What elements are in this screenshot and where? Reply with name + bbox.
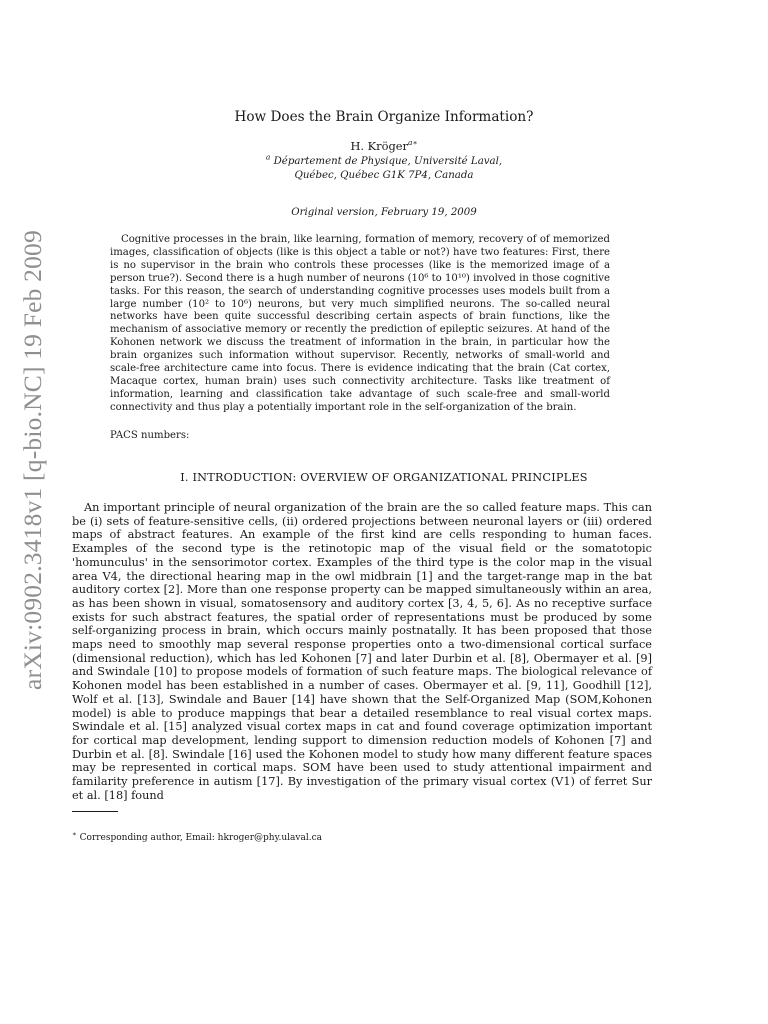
footnote-divider bbox=[72, 811, 118, 812]
arxiv-identifier[interactable]: arXiv:0902.3418v1 [q-bio.NC] 19 Feb 2009 bbox=[18, 230, 47, 690]
version-date: Original version, February 19, 2009 bbox=[291, 207, 477, 218]
arxiv-sidebar bbox=[16, 228, 50, 693]
footnote bbox=[72, 832, 322, 844]
pacs-numbers: PACS numbers: bbox=[110, 430, 190, 441]
affiliation-line-1: $^a$ Département de Physique, Université Laval, bbox=[265, 152, 503, 167]
author-line bbox=[0, 139, 768, 153]
affiliation bbox=[0, 152, 768, 183]
introduction-paragraph: An important principle of neural organization of the brain are the so called feature maps. This can be (i) sets of feature-sensitive cells, (ii) ordered projections between neuronal layers or (iii) ordered maps of abstract features. An example of the first kind are cells responding to human faces. Examples of the second type is the retinotopic map of the visual field or the somatotopic 'homunculus' in the sensorimotor cortex. Examples of the third type is the color map in the visual area V4, the directional hearing map in the owl midbrain [1] and the target-range map in the bat auditory cortex [2]. More than one response property can be mapped simultaneously within an area, as has been shown in visual, somatosensory and auditory cortex [3, 4, 5, 6]. As no receptive surface exists for such abstract features, the spatial order of representations must be produced by some self-organizing process in brain, which occurs mainly postnatally. It has been proposed that those maps need to smoothly map several response properties onto a two-dimensional cortical surface (dimensional reduction), which has led Kohonen [7] and later Durbin et al. [8], Obermayer et al. [9] and Swindale [10] to propose models of formation of such feature maps. The biological relevance of Kohonen model has been established in a number of cases. Obermayer et al. [9, 11], Goodhill [12], Wolf et al. [13], Swindale and Bauer [14] have shown that the Self-Organized Map (SOM,Kohonen model) is able to produce mappings that bear a detailed resemblance to real visual cortex maps. Swindale et al. [15] analyzed visual cortex maps in cat and found coverage optimization important for cortical map development, lending support to dimension reduction models of Kohonen [7] and Durbin et al. [8]. Swindale [16] used the Kohonen model to study how many different feature spaces may be represented in cortical maps. SOM have been used to study attentional impairment and familarity preference in autism [17]. By investigation of the primary visual cortex (V1) of ferret Sur et al. [18] found bbox=[72, 501, 652, 802]
footnote-text: Corresponding author, Email: hkroger@phy.ulaval.ca bbox=[79, 833, 322, 843]
abstract: Cognitive processes in the brain, like learning, formation of memory, recovery of of memorized images, classification of objects (like is this object a table or not?) have two features: First, there is no supervisor in the brain who controls these processes (like is the memorized image of a person true?). Second there is a hugh number of neurons (10⁶ to 10¹⁰) involved in those cognitive tasks. For this reason, the search of understanding cognitive processes uses models built from a large number (10² to 10⁶) neurons, but very much simplified neurons. The so-called neural networks have been quite successful describing certain aspects of brain functions, like the mechanism of associative memory or recently the prediction of epileptic seizures. At hand of the Kohonen network we discuss the treatment of information in the brain, in particular how the brain organizes such information without supervisor. Recently, networks of small-world and scale-free architecture came into focus. There is evidence indicating that the brain (Cat cortex, Macaque cortex, human brain) uses such connectivity architecture. Tasks like treatment of information, learning and classification take advantage of such scale-free and small-world connectivity and thus play a potentially important role in the self-organization of the brain. bbox=[110, 234, 610, 413]
author-name: H. Kröger bbox=[350, 139, 408, 153]
footnote-mark: ∗ bbox=[72, 830, 77, 838]
section-heading: I. INTRODUCTION: OVERVIEW OF ORGANIZATIONAL PRINCIPLES bbox=[180, 471, 588, 484]
paper-title: How Does the Brain Organize Information? bbox=[234, 109, 534, 125]
author-marks: a∗ bbox=[407, 138, 418, 148]
affiliation-mark: a bbox=[265, 152, 271, 162]
affiliation-line-2: Québec, Québec G1K 7P4, Canada bbox=[294, 170, 474, 181]
